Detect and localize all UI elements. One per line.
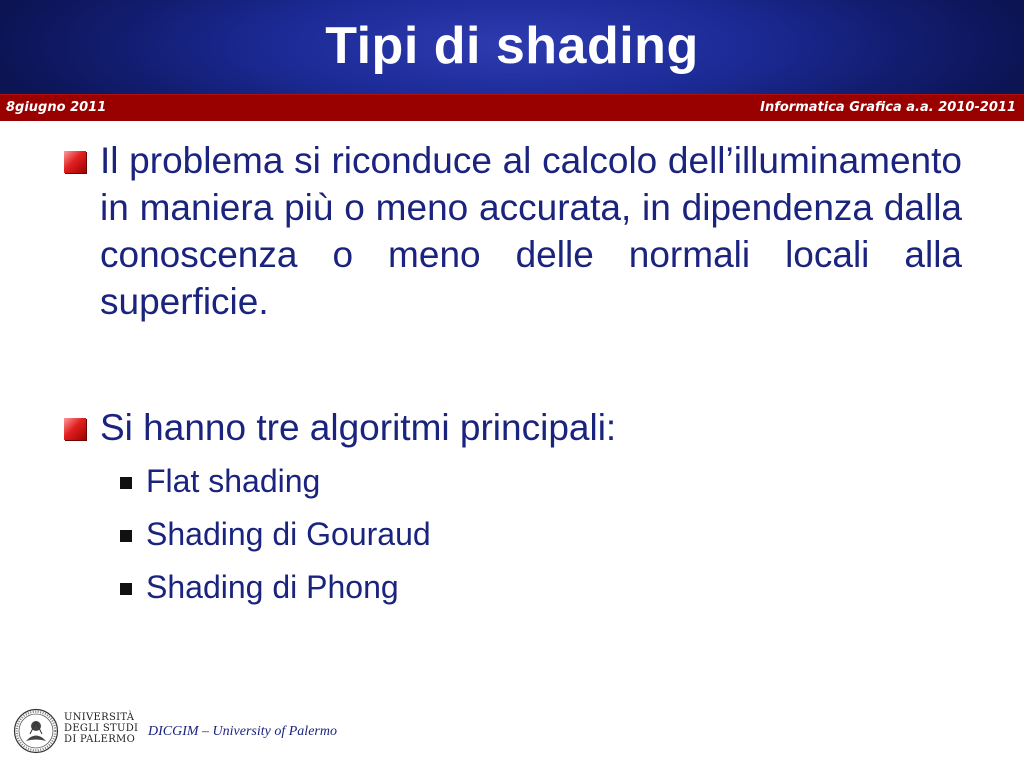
info-bar [0,94,1024,121]
course-label: Informatica Grafica a.a. 2010-2011 [760,100,1016,115]
black-square-bullet-icon [120,530,132,542]
university-line-2: DEGLI STUDI [64,723,139,734]
title-bar [0,0,1024,94]
university-line-1: UNIVERSITÀ [64,712,135,723]
university-seal-logo [13,708,59,754]
sub-item-flat: Flat shading [146,463,321,499]
bullet-problem: Il problema si riconduce al calcolo dell’illuminamento in maniera più o meno accurata, in dipendenza dalla conoscenza o meno delle normali locali alla superficie. [100,140,962,322]
slide-content [0,121,1024,701]
red-square-bullet-icon [64,418,86,440]
black-square-bullet-icon [120,477,132,489]
footer [0,700,1024,768]
sub-item-phong: Shading di Phong [146,569,399,605]
date-label: 8giugno 2011 [6,100,107,115]
university-line-3: DI PALERMO [64,734,136,745]
red-square-bullet-icon [64,151,86,173]
black-square-bullet-icon [120,583,132,595]
bullet-algorithms: Si hanno tre algoritmi principali: [100,407,617,448]
slide-title: Tipi di shading [325,17,699,75]
university-name [64,712,138,745]
department-label: DICGIM – University of Palermo [148,724,337,739]
sub-item-gouraud: Shading di Gouraud [146,516,431,552]
